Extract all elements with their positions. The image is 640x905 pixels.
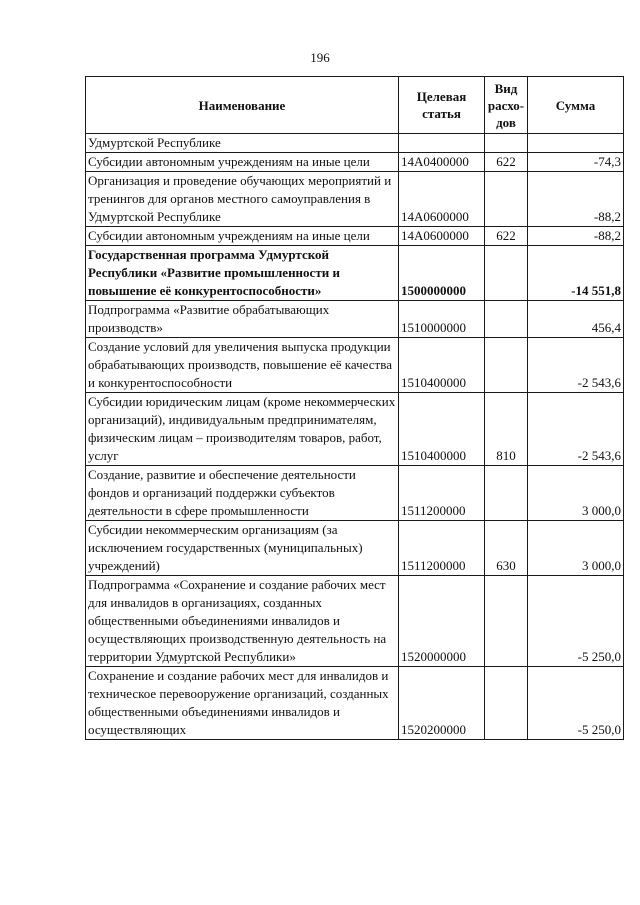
table-row	[86, 521, 624, 576]
cell-target-article: 1500000000	[399, 246, 485, 301]
cell-target-article: 1511200000	[399, 521, 485, 576]
cell-sum: -88,2	[528, 227, 624, 246]
cell-sum: -2 543,6	[528, 393, 624, 466]
table-header-row	[86, 77, 624, 134]
header-target-article: Целевая статья	[399, 77, 485, 134]
cell-expense-type: 622	[485, 153, 528, 172]
table-row	[86, 576, 624, 667]
cell-name: Субсидии автономным учреждениям на иные цели	[86, 227, 399, 246]
cell-expense-type	[485, 466, 528, 521]
cell-target-article: 1510000000	[399, 301, 485, 338]
cell-expense-type	[485, 667, 528, 740]
cell-name: Подпрограмма «Развитие обрабатывающих производств»	[86, 301, 399, 338]
cell-sum: -2 543,6	[528, 338, 624, 393]
cell-expense-type: 630	[485, 521, 528, 576]
cell-sum: -5 250,0	[528, 667, 624, 740]
cell-name: Организация и проведение обучающих мероприятий и тренингов для органов местного самоуправления в Удмуртской Республике	[86, 172, 399, 227]
header-sum: Сумма	[528, 77, 624, 134]
cell-target-article: 14А0400000	[399, 153, 485, 172]
table-row	[86, 153, 624, 172]
cell-expense-type	[485, 246, 528, 301]
cell-name: Государственная программа Удмуртской Республики «Развитие промышленности и повышение её конкурентоспособности»	[86, 246, 399, 301]
table-row	[86, 134, 624, 153]
cell-name: Подпрограмма «Сохранение и создание рабочих мест для инвалидов в организациях, созданных общественными объединениями инвалидов и осуществляющих производственную деятельность на территории Удмуртской Республики»	[86, 576, 399, 667]
budget-table	[85, 76, 624, 740]
cell-target-article: 1520200000	[399, 667, 485, 740]
cell-sum: -14 551,8	[528, 246, 624, 301]
cell-expense-type	[485, 338, 528, 393]
cell-target-article: 1511200000	[399, 466, 485, 521]
cell-name: Субсидии юридическим лицам (кроме некоммерческих организаций), индивидуальным предпринимателям, физическим лицам – производителям товаров, работ, услуг	[86, 393, 399, 466]
cell-expense-type	[485, 172, 528, 227]
cell-sum: 3 000,0	[528, 466, 624, 521]
table-row	[86, 246, 624, 301]
cell-sum: -5 250,0	[528, 576, 624, 667]
cell-sum	[528, 134, 624, 153]
cell-name: Субсидии некоммерческим организациям (за исключением государственных (муниципальных) учреждений)	[86, 521, 399, 576]
cell-target-article: 1520000000	[399, 576, 485, 667]
table-row	[86, 301, 624, 338]
header-expense-type: Вид расхо- дов	[485, 77, 528, 134]
cell-expense-type	[485, 576, 528, 667]
cell-sum: -88,2	[528, 172, 624, 227]
table-row	[86, 172, 624, 227]
cell-expense-type: 622	[485, 227, 528, 246]
cell-expense-type: 810	[485, 393, 528, 466]
cell-target-article: 1510400000	[399, 393, 485, 466]
table-row	[86, 667, 624, 740]
cell-expense-type	[485, 301, 528, 338]
cell-name: Субсидии автономным учреждениям на иные цели	[86, 153, 399, 172]
cell-target-article	[399, 134, 485, 153]
cell-name: Сохранение и создание рабочих мест для инвалидов и техническое перевооружение организаций, созданных общественными объединениями инвалидов и осуществляющих	[86, 667, 399, 740]
page-number: 196	[310, 50, 330, 65]
cell-sum: 456,4	[528, 301, 624, 338]
table-row	[86, 338, 624, 393]
cell-target-article: 14А0600000	[399, 227, 485, 246]
cell-expense-type	[485, 134, 528, 153]
cell-name: Удмуртской Республике	[86, 134, 399, 153]
cell-name: Создание, развитие и обеспечение деятельности фондов и организаций поддержки субъектов деятельности в сфере промышленности	[86, 466, 399, 521]
cell-sum: 3 000,0	[528, 521, 624, 576]
header-name: Наименование	[86, 77, 399, 134]
table-row	[86, 466, 624, 521]
cell-target-article: 1510400000	[399, 338, 485, 393]
table-row	[86, 393, 624, 466]
cell-name: Создание условий для увеличения выпуска продукции обрабатывающих производств, повышение её качества и конкурентоспособности	[86, 338, 399, 393]
cell-sum: -74,3	[528, 153, 624, 172]
cell-target-article: 14А0600000	[399, 172, 485, 227]
table-row	[86, 227, 624, 246]
